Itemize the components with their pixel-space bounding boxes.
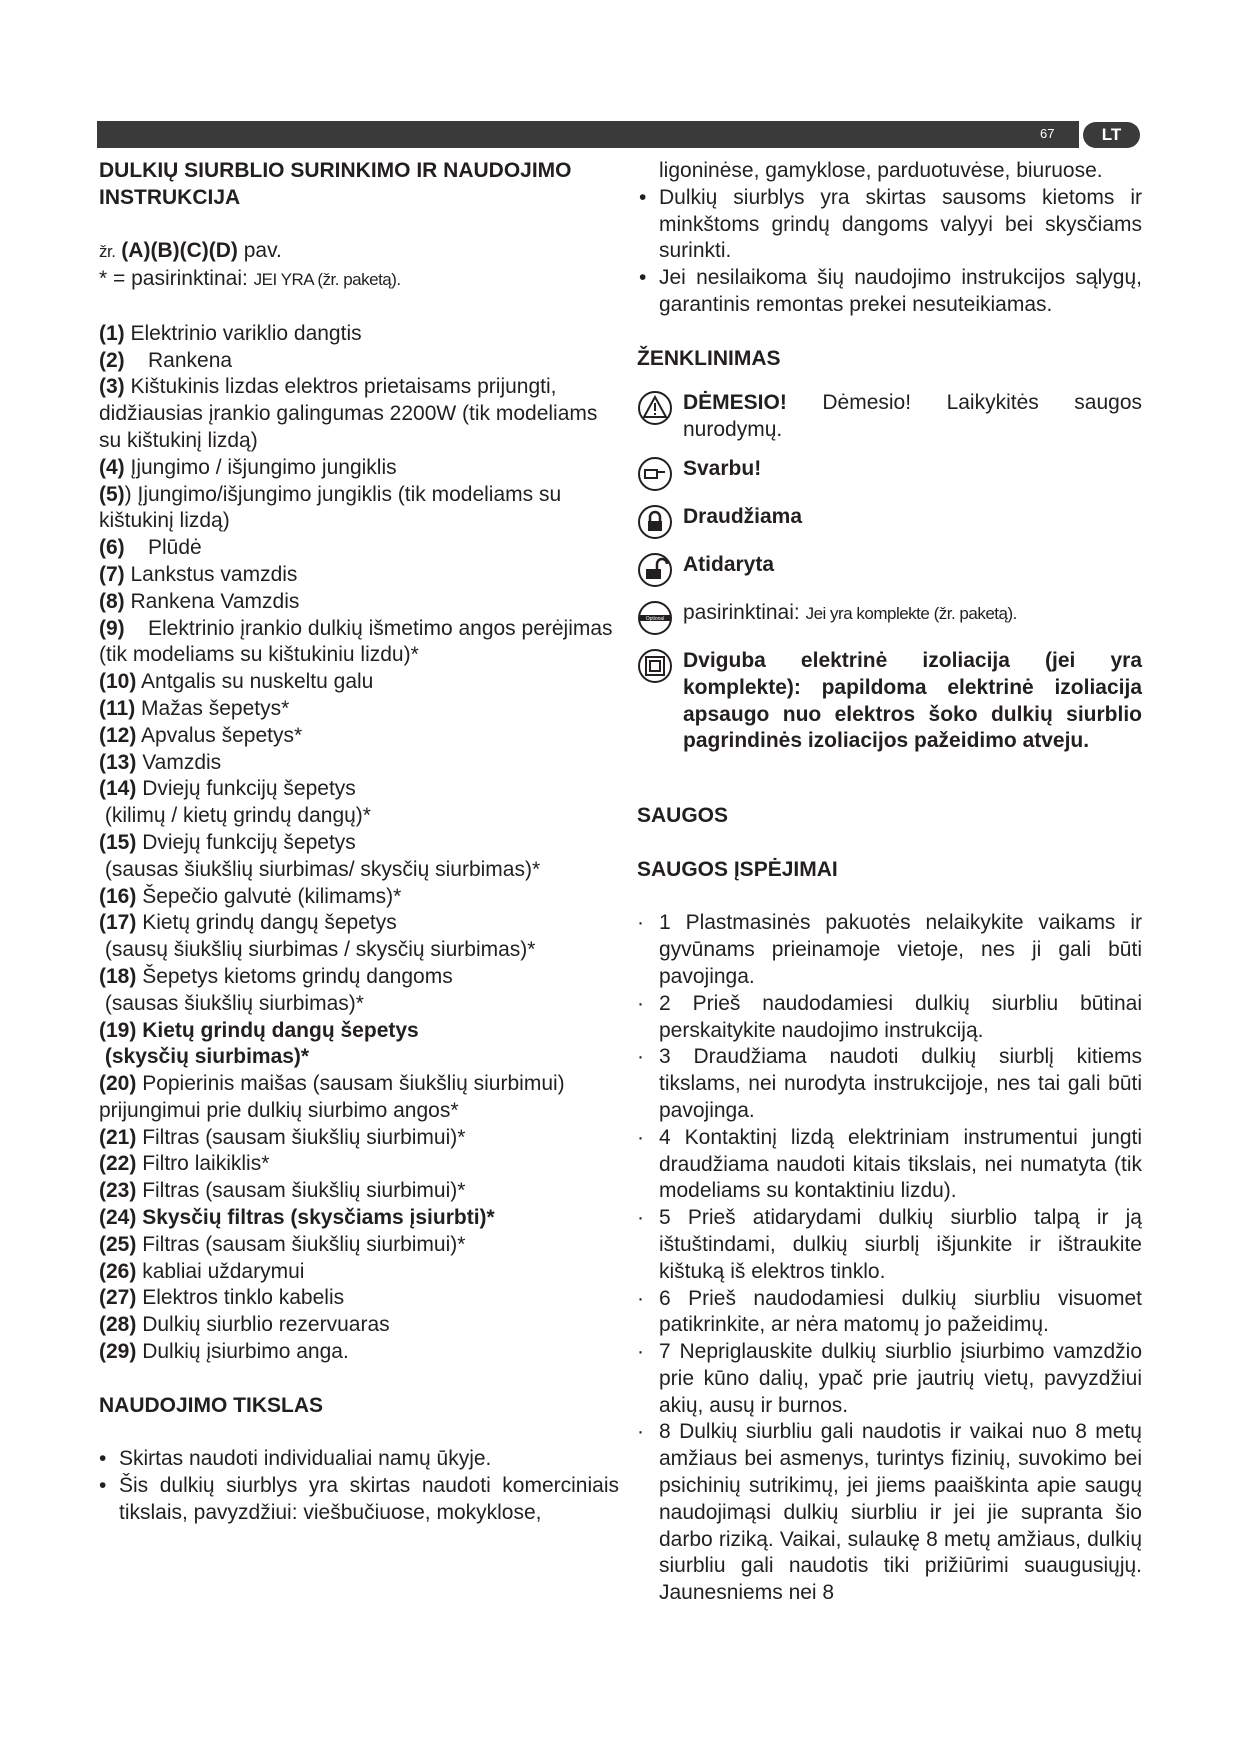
marking-title: ŽENKLINIMAS [637, 346, 781, 370]
symbol-double-insulation: Dviguba elektrinė izoliacija (jei yra komplekte): papildoma elektrinė izoliacija apsaugo nuo elektros šoko dulkių siurblio pagrindinės izoliacijos pažeidimo atveju. [637, 648, 1142, 755]
part-item [99, 830, 619, 884]
safety-warning-item: · 4 Kontaktinį lizdą elektriniam instrumentui jungti draudžiama naudoti kitais tikslais, nei numatyta (tik modeliams su kontaktiniu lizdu). [637, 1125, 1142, 1205]
part-text: kabliai uždarymui [136, 1259, 305, 1283]
part-text: Šepečio galvutė (kilimams)* [136, 884, 402, 908]
safety-warning-item: · 7 Nepriglauskite dulkių siurblio įsiurbimo vamzdžio prie kūno dalių, ypač prie jautrių vietų, pavyzdžiui akių, ausų ir burnos. [637, 1339, 1142, 1419]
part-item [99, 616, 619, 670]
part-text: Įjungimo / išjungimo jungiklis [124, 455, 397, 479]
part-number: (20) [99, 1072, 137, 1096]
warning-triangle-icon [637, 390, 673, 426]
part-item [99, 1232, 619, 1259]
part-item [99, 482, 619, 536]
purpose-item: • Šis dulkių siurblys yra skirtas naudoti komerciniais tikslais, pavyzdžiui: viešbučiuose, mokyklose, [99, 1473, 619, 1527]
page-number: 67 [1040, 126, 1055, 141]
part-number: (6) [99, 536, 125, 560]
part-text: Popierinis maišas (sausam šiukšlių siurbimui) prijungimui prie dulkių siurbimo angos* [99, 1072, 571, 1122]
part-number: (1) [99, 321, 125, 345]
symbol-open: Atidaryta [637, 552, 1142, 588]
part-text: Kietų grindų dangų šepetys [136, 1018, 419, 1042]
part-text: Šepetys kietoms grindų dangoms [136, 964, 453, 988]
part-item [99, 562, 619, 589]
part-number: (5) [99, 482, 125, 506]
part-number: (15) [99, 830, 137, 854]
parts-list [99, 321, 619, 1366]
safety-warning-item: · 8 Dulkių siurbliu gali naudotis ir vaikai nuo 8 metų amžiaus bei asmenys, turintys fizinių, suvokimo bei psichinių sutrikimų, jei jiems paaiškinta apie saugų naudojimąsi dulkių siurbliu ir jei jie supranta šio darbo riziką. Vaikai, sulaukę 8 metų amžiaus, dulkių siurbliu gali naudotis tiki prižiūrimi suaugusiųjų. Jaunesniems nei 8 [637, 1419, 1142, 1607]
double-insulation-icon [637, 648, 673, 684]
part-text: Filtras (sausam šiukšlių siurbimui)* [136, 1179, 466, 1203]
part-number: (27) [99, 1286, 137, 1310]
part-number: (14) [99, 777, 137, 801]
part-text: Dulkių siurblio rezervuaras [136, 1313, 390, 1337]
part-number: (26) [99, 1259, 137, 1283]
header-bar [97, 121, 1079, 148]
part-item [99, 964, 619, 1018]
part-text: (sausas šiukšlių siurbimas)* [99, 991, 364, 1015]
part-item [99, 1312, 619, 1339]
part-text: ) Įjungimo/išjungimo jungiklis (tik modeliams su kištukinį lizdą) [99, 482, 568, 533]
part-number: (19) [99, 1018, 137, 1042]
symbol-important: Svarbu! [637, 456, 1142, 492]
lock-closed-icon [637, 504, 673, 540]
part-number: (11) [99, 696, 136, 720]
safety-warning-item: · 3 Draudžiama naudoti dulkių siurblį kitiems tikslams, nei nurodyta instrukcijoje, nes tai gali būti pavojinga. [637, 1044, 1142, 1124]
part-text: Filtras (sausam šiukšlių siurbimui)* [136, 1125, 466, 1149]
part-text: Apvalus šepetys* [136, 723, 303, 747]
part-text: (skysčių siurbimas)* [99, 1045, 310, 1069]
purpose-continued: ligoninėse, gamyklose, parduotuvėse, biuruose. [659, 159, 1103, 182]
figure-reference: žr. (A)(B)(C)(D) pav. [99, 239, 282, 263]
part-text: Rankena Vamzdis [124, 589, 300, 613]
part-text: Rankena [124, 348, 233, 372]
part-text: Elektrinio variklio dangtis [124, 321, 362, 345]
purpose-title: NAUDOJIMO TIKSLAS [99, 1393, 324, 1417]
part-item [99, 1339, 619, 1366]
part-text: Elektrinio įrankio dulkių išmetimo angos perėjimas (tik modeliams su kištukiniu lizdu)* [99, 616, 619, 667]
part-number: (29) [99, 1340, 137, 1364]
part-text: Dviejų funkcijų šepetys [136, 830, 356, 854]
safety-warning-item: · 5 Prieš atidarydami dulkių siurblio talpą ir ją ištuštindami, dulkių siurblį išjunkite ir ištraukite kištuką iš elektros tinklo. [637, 1205, 1142, 1285]
part-item [99, 1071, 619, 1125]
part-item [99, 1205, 619, 1232]
part-number: (7) [99, 562, 125, 586]
part-item [99, 535, 619, 562]
part-text: Plūdė [124, 536, 202, 560]
safety-warnings-title: SAUGOS ĮSPĖJIMAI [637, 857, 838, 881]
safety-warnings-list [637, 910, 1142, 1607]
part-item [99, 321, 619, 348]
symbol-optional: Optional pasirinktinai: Jei yra komplekte (žr. paketą). [637, 600, 1142, 636]
part-text: (kilimų / kietų grindų dangų)* [99, 804, 371, 828]
symbol-attention: DĖMESIO! Dėmesio! Laikykitės saugos nurodymų. [637, 390, 1142, 444]
part-item [99, 669, 619, 696]
purpose-list [99, 1446, 619, 1526]
part-number: (23) [99, 1179, 137, 1203]
optional-badge-icon [637, 600, 673, 636]
symbol-forbidden: Draudžiama [637, 504, 1142, 540]
part-text: Filtras (sausam šiukšlių siurbimui)* [136, 1232, 466, 1256]
part-text: Lankstus vamzdis [124, 562, 298, 586]
safety-warning-item: · 1 Plastmasinės pakuotės nelaikykite vaikams ir gyvūnams prieinamoje vietoje, nes ji gali būti pavojinga. [637, 910, 1142, 990]
part-item [99, 1285, 619, 1312]
part-number: (16) [99, 884, 137, 908]
part-text: (sausų šiukšlių siurbimas / skysčių siurbimas)* [99, 938, 536, 962]
part-number: (21) [99, 1125, 137, 1149]
part-item [99, 1018, 619, 1072]
part-number: (10) [99, 670, 137, 694]
part-item [99, 750, 619, 777]
optional-legend: * = pasirinktinai: JEI YRA (žr. paketą). [99, 267, 401, 291]
part-number: (22) [99, 1152, 137, 1176]
part-number: (25) [99, 1232, 137, 1256]
part-text: Antgalis su nuskeltu galu [136, 670, 374, 694]
part-text: Skysčių filtras (skysčiams įsiurbti)* [136, 1206, 495, 1230]
purpose-list-continued [637, 185, 1142, 319]
part-item [99, 884, 619, 911]
part-text: Mažas šepetys* [135, 696, 290, 720]
safety-warning-item: · 2 Prieš naudodamiesi dulkių siurbliu būtinai perskaitykite naudojimo instrukciją. [637, 991, 1142, 1045]
purpose-item: • Dulkių siurblys yra skirtas sausoms kietoms ir minkštoms grindų dangoms valyyi bei skysčiams surinkti. [637, 185, 1142, 265]
part-text: Elektros tinklo kabelis [136, 1286, 345, 1310]
part-item [99, 589, 619, 616]
part-item [99, 723, 619, 750]
part-item [99, 910, 619, 964]
part-text: Kietų grindų dangų šepetys [136, 911, 397, 935]
part-number: (2) [99, 348, 125, 372]
safety-title: SAUGOS [637, 804, 729, 828]
part-number: (28) [99, 1313, 137, 1337]
part-item [99, 1259, 619, 1286]
part-item [99, 348, 619, 375]
lock-open-icon [637, 552, 673, 588]
safety-warning-item: · 6 Prieš naudodamiesi dulkių siurbliu visuomet patikrinkite, ar nėra matomų jo pažeidimų. [637, 1286, 1142, 1340]
purpose-item: • Jei nesilaikoma šių naudojimo instrukcijos sąlygų, garantinis remontas prekei nesuteikiamas. [637, 265, 1142, 319]
part-item [99, 776, 619, 830]
part-number: (17) [99, 911, 137, 935]
part-item [99, 455, 619, 482]
purpose-item: • Skirtas naudoti individualiai namų ūkyje. [99, 1446, 619, 1473]
svg-text:Optional: Optional [645, 615, 665, 622]
part-text: Filtro laikiklis* [136, 1152, 270, 1176]
pointing-hand-icon [637, 456, 673, 492]
part-item [99, 1151, 619, 1178]
part-text: Kištukinis lizdas elektros prietaisams prijungti, didžiausias įrankio galingumas 2200W (tik modeliams su kištukinį lizdą) [99, 375, 604, 452]
part-text: Dulkių įsiurbimo anga. [136, 1340, 349, 1364]
right-column [637, 158, 1142, 1607]
part-number: (4) [99, 455, 125, 479]
part-number: (8) [99, 589, 125, 613]
part-number: (9) [99, 616, 125, 640]
part-text: (sausas šiukšlių siurbimas/ skysčių siurbimas)* [99, 857, 541, 881]
part-text: Vamzdis [136, 750, 222, 774]
part-item [99, 374, 619, 454]
assembly-title: DULKIŲ SIURBLIO SURINKIMO IR NAUDOJIMO INSTRUKCIJA [99, 159, 572, 209]
part-number: (3) [99, 375, 125, 399]
part-item [99, 1125, 619, 1152]
part-text: Dviejų funkcijų šepetys [136, 777, 356, 801]
part-item [99, 696, 619, 723]
part-number: (12) [99, 723, 137, 747]
part-item [99, 1178, 619, 1205]
part-number: (24) [99, 1206, 137, 1230]
left-column [99, 158, 619, 1527]
part-number: (13) [99, 750, 137, 774]
part-number: (18) [99, 964, 137, 988]
language-badge: LT [1083, 122, 1140, 148]
